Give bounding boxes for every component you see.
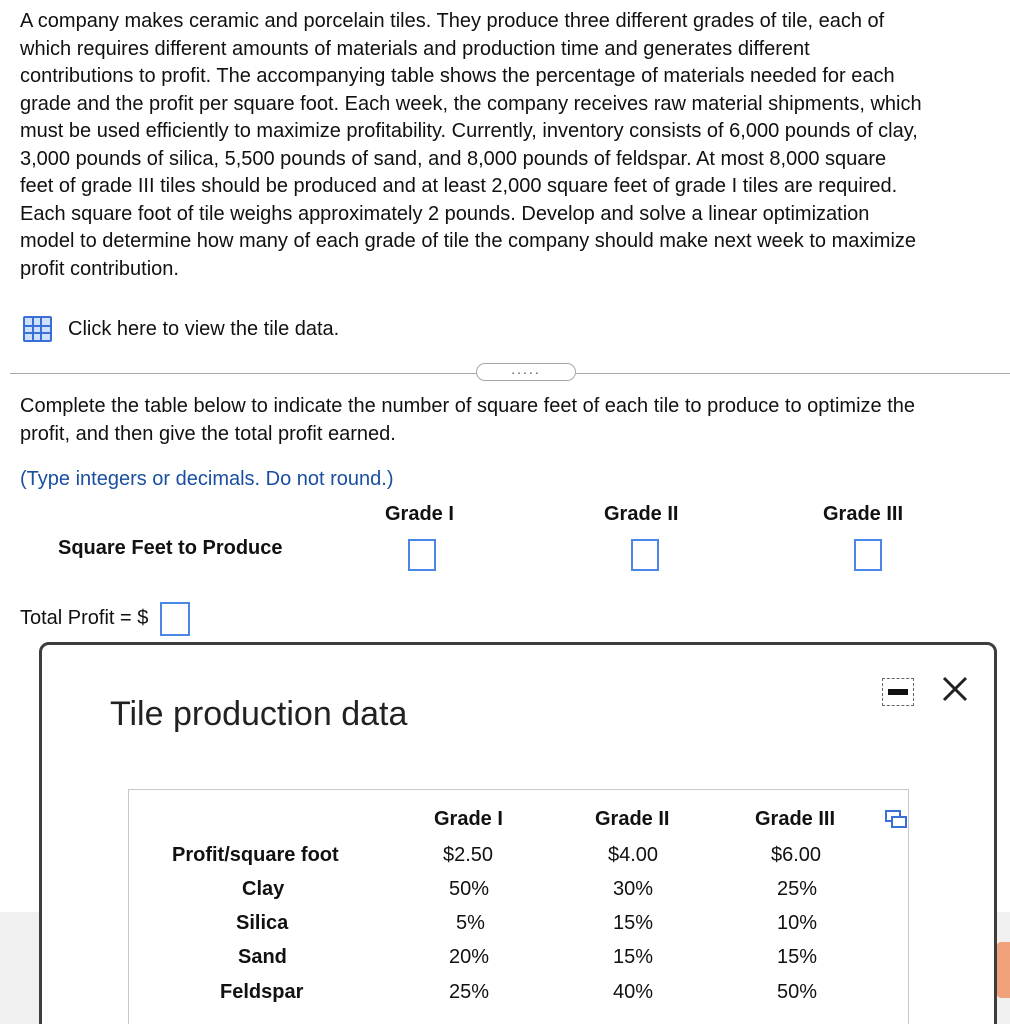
cell-sand-grade-2: 15% (613, 946, 654, 968)
column-header-grade-2: Grade II (604, 503, 679, 525)
instructions-line: Complete the table below to indicate the number of square feet of each tile to produce to optimize the (20, 395, 915, 417)
row-label-silica: Silica (236, 912, 289, 934)
column-header-grade-1: Grade I (385, 503, 454, 525)
row-header-square-feet: Square Feet to Produce (58, 537, 283, 559)
cell-clay-grade-3: 25% (777, 878, 818, 900)
grade-2-sqft-input[interactable] (631, 539, 659, 571)
problem-line: which requires different amounts of materials and production time and generates different (20, 37, 810, 60)
cell-profit-grade-2: $4.00 (608, 844, 659, 866)
problem-line: model to determine how many of each grade of tile the company should make next week to maximize (20, 230, 917, 252)
grade-3-sqft-input[interactable] (854, 539, 882, 571)
cell-profit-grade-1: $2.50 (443, 844, 494, 866)
problem-line: contributions to profit. The accompanying table shows the percentage of materials needed for each (20, 65, 895, 87)
cell-silica-grade-3: 10% (777, 912, 818, 934)
side-tab-button[interactable] (997, 942, 1010, 998)
cell-profit-grade-3: $6.00 (771, 844, 822, 866)
cell-feldspar-grade-1: 25% (449, 981, 490, 1003)
row-label-feldspar: Feldspar (220, 981, 304, 1003)
data-header-grade-1: Grade I (434, 808, 503, 830)
instructions (20, 392, 915, 448)
cell-feldspar-grade-3: 50% (777, 981, 818, 1003)
data-header-grade-3: Grade III (755, 808, 836, 830)
problem-line: A company makes ceramic and porcelain tiles. They produce three different grades of tile, each of (20, 10, 885, 32)
problem-line: Each square foot of tile weighs approximately 2 pounds. Develop and solve a linear optimization (20, 202, 870, 225)
total-profit-label: Total Profit = $ (20, 607, 149, 629)
view-tile-data-link[interactable] (23, 314, 339, 344)
total-profit-input[interactable] (160, 602, 190, 636)
problem-line: grade and the profit per square foot. Each week, the company receives raw material shipments, which (20, 92, 922, 115)
row-label-clay: Clay (242, 878, 285, 900)
copy-icon[interactable] (885, 810, 907, 828)
problem-line: feet of grade III tiles should be produced and at least 2,000 square feet of grade I tiles are required. (20, 175, 898, 197)
problem-line: profit contribution. (20, 257, 179, 280)
problem-line: must be used efficiently to maximize profitability. Currently, inventory consists of 6,000 pounds of clay, (20, 120, 918, 142)
view-tile-data-label[interactable]: Click here to view the tile data. (68, 317, 340, 340)
row-label-profit: Profit/square foot (172, 844, 339, 866)
cell-clay-grade-2: 30% (613, 878, 654, 900)
column-header-grade-3: Grade III (823, 503, 904, 525)
grade-1-sqft-input[interactable] (408, 539, 436, 571)
row-label-sand: Sand (238, 946, 287, 968)
side-panel-left (0, 912, 42, 1024)
cell-feldspar-grade-2: 40% (613, 981, 654, 1003)
cell-silica-grade-2: 15% (613, 912, 654, 934)
minimize-bar (888, 689, 908, 695)
grid-table-icon[interactable] (23, 316, 52, 342)
input-hint: (Type integers or decimals. Do not round.) (20, 468, 394, 490)
divider-expand-handle[interactable]: ..... (476, 363, 576, 381)
cell-sand-grade-3: 15% (777, 946, 818, 968)
cell-sand-grade-1: 20% (449, 946, 490, 968)
tile-data-popup (39, 642, 997, 1024)
cell-silica-grade-1: 5% (456, 912, 485, 934)
instructions-line: profit, and then give the total profit earned. (20, 423, 396, 445)
popup-title: Tile production data (110, 695, 408, 733)
cell-clay-grade-1: 50% (449, 878, 490, 900)
close-icon[interactable] (938, 672, 972, 706)
problem-line: 3,000 pounds of silica, 5,500 pounds of sand, and 8,000 pounds of feldspar. At most 8,000 square (20, 147, 887, 170)
data-header-grade-2: Grade II (595, 808, 670, 830)
minimize-icon[interactable] (882, 678, 914, 706)
problem-statement (20, 8, 1010, 283)
